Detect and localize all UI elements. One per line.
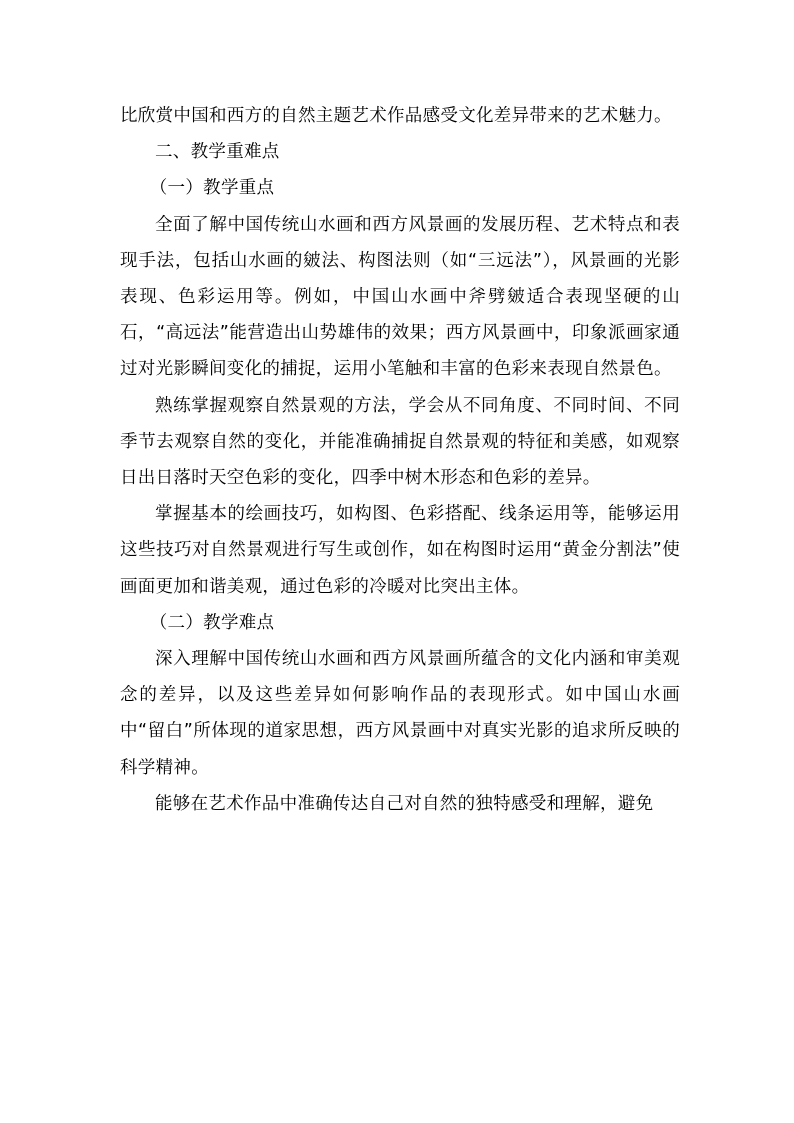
paragraph-key-point-3: 掌握基本的绘画技巧，如构图、色彩搭配、线条运用等，能够运用这些技巧对自然景观进行写生或创作，如在构图时运用“黄金分割法”使画面更加和谐美观，通过色彩的冷暖对比突出主体。 xyxy=(120,504,680,597)
paragraph-key-point-1: 全面了解中国传统山水画和西方风景画的发展历程、艺术特点和表现手法，包括山水画的皴法、构图法则（如“三远法”），风景画的光影表现、色彩运用等。例如，中国山水画中斧劈皴适合表现坚硬的山石，“高远法”能营造出山势雄伟的效果；西方风景画中，印象派画家通过对光影瞬间变化的捕捉，运用小笔触和丰富的色彩来表现自然景色。 xyxy=(120,214,680,380)
paragraph-difficulty-2: 能够在艺术作品中准确传达自己对自然的独特感受和理解，避免 xyxy=(155,793,654,814)
continuation-paragraph: 比欣赏中国和西方的自然主题艺术作品感受文化差异带来的艺术魅力。 xyxy=(120,106,672,126)
subsection-heading-key-points: （一）教学重点 xyxy=(149,178,275,199)
paragraph-key-point-2: 熟练掌握观察自然景观的方法，学会从不同角度、不同时间、不同季节去观察自然的变化，并能准确捕捉自然景观的特征和美感，如观察日出日落时天空色彩的变化，四季中树木形态和色彩的差异。 xyxy=(120,395,680,489)
subsection-heading-difficulties: （二）教学难点 xyxy=(149,612,275,633)
section-heading: 二、教学重难点 xyxy=(155,142,280,163)
paragraph-difficulty-1: 深入理解中国传统山水画和西方风景画所蕴含的文化内涵和审美观念的差异，以及这些差异如何影响作品的表现形式。如中国山水画中“留白”所体现的道家思想，西方风景画中对真实光影的追求所反映的科学精神。 xyxy=(120,649,680,778)
document-body xyxy=(120,98,680,822)
